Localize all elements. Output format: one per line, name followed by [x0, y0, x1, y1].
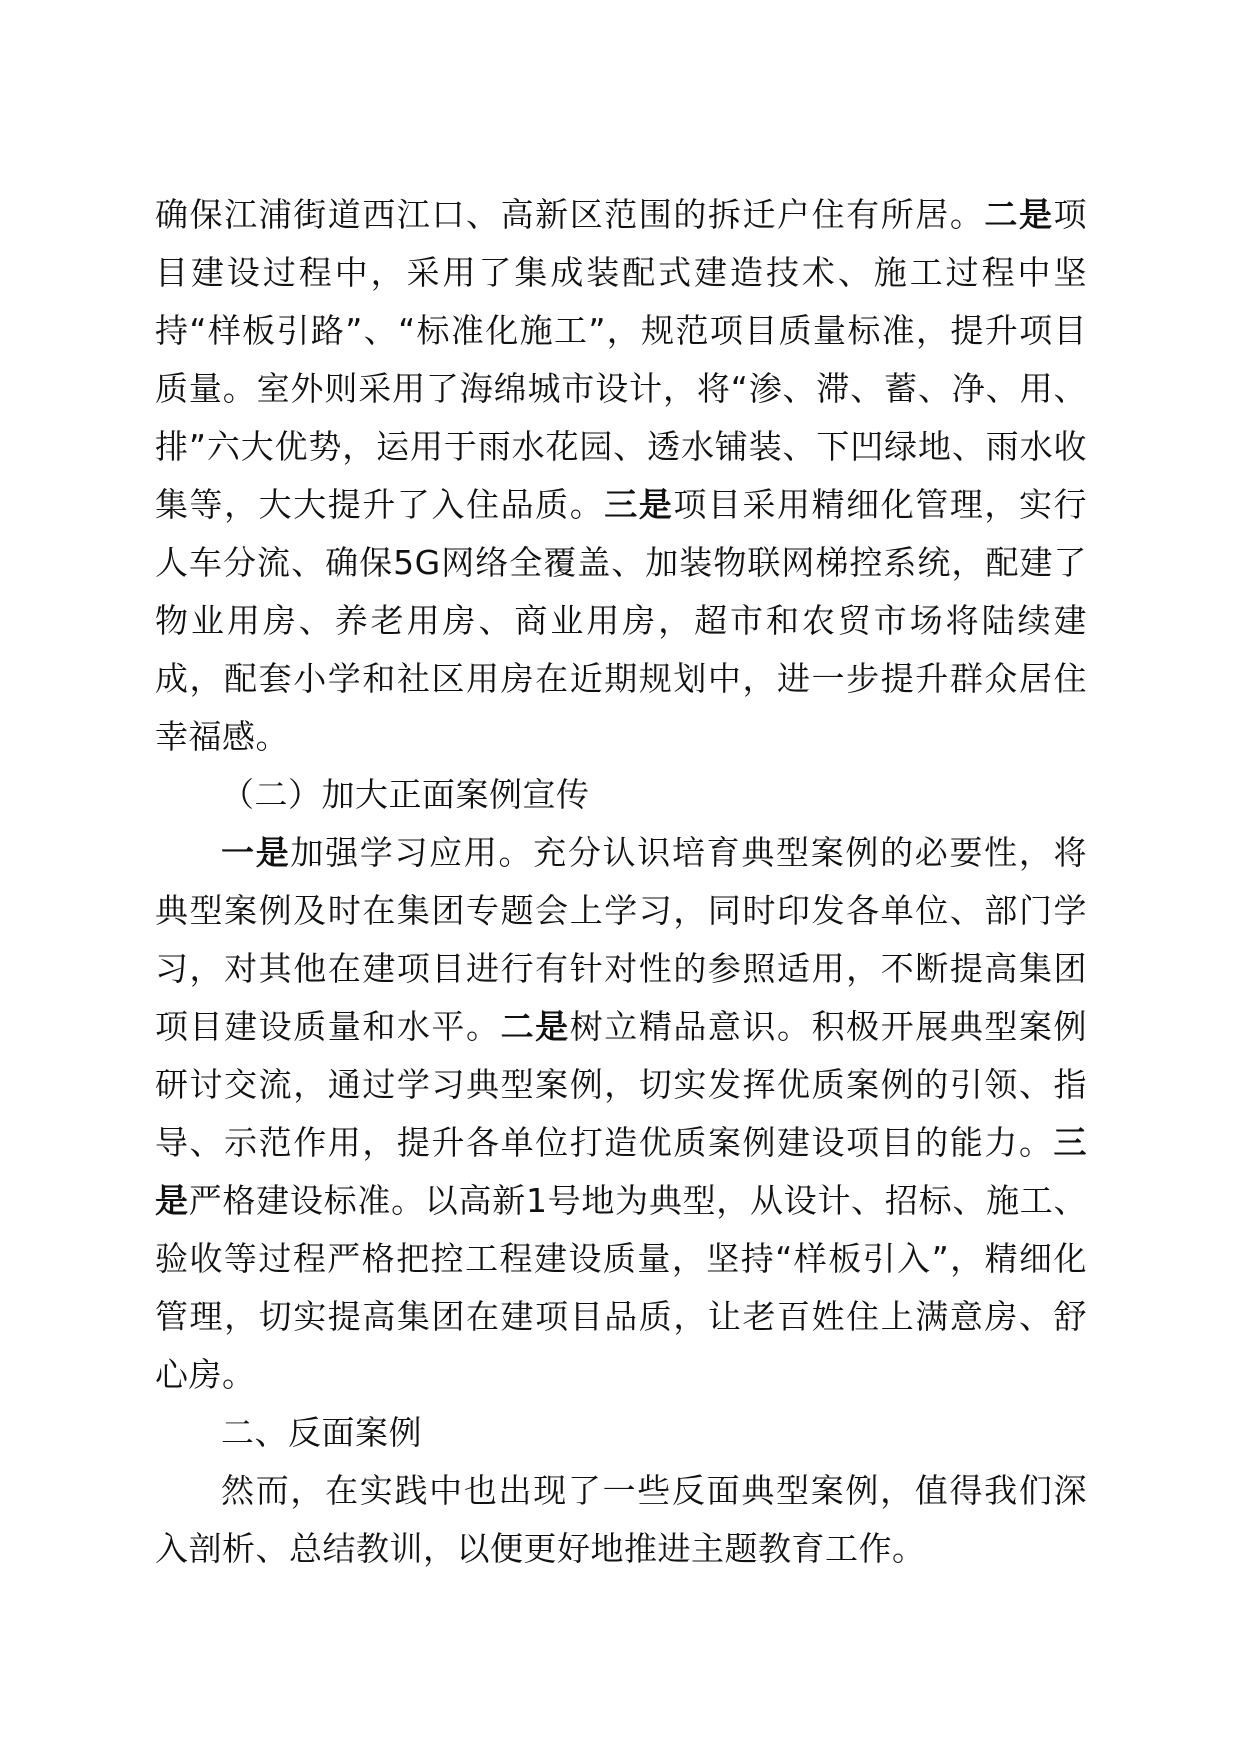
- paragraph-text: 项目采用精细化管理，实行人车分流、确保5G网络全覆盖、加装物联网梯控系统，配建了物业用房、养老用房、商业用房，超市和农贸市场将陆续建成，配套小学和社区用房在近期规划中，进一步提升群众居住幸福感。: [155, 485, 1088, 756]
- paragraph-text: 加强学习应用。充分认识培育典型案例的必要性，将典型案例及时在集团专题会上学习，同时印发各单位、部门学习，对其他在建项目进行有针对性的参照适用，不断提高集团项目建设质量和水平。: [155, 833, 1087, 1046]
- paragraph-text: 树立精品意识。积极开展典型案例研讨交流，通过学习典型案例，切实发挥优质案例的引领、指导、示范作用，提升各单位打造优质案例建设项目的能力。: [155, 1007, 1088, 1162]
- bold-lead-in: 三是: [155, 1123, 1087, 1220]
- bold-lead-in: 二是: [984, 195, 1054, 234]
- bold-lead-in: 二是: [500, 1007, 570, 1046]
- paragraph-project-quality: [155, 186, 1087, 766]
- paragraph-negative-intro: 然而，在实践中也出现了一些反面典型案例，值得我们深入剖析、总结教训，以便更好地推进主题教育工作。: [155, 1471, 1087, 1568]
- paragraph-text: 严格建设标准。以高新1号地为典型，从设计、招标、施工、验收等过程严格把控工程建设质量，坚持“样板引入”，精细化管理，切实提高集团在建项目品质，让老百姓住上满意房、舒心房。: [155, 1181, 1088, 1394]
- paragraph-text: 确保江浦街道西江口、高新区范围的拆迁户住有所居。: [155, 195, 985, 234]
- bold-lead-in: 三是: [604, 485, 674, 524]
- paragraph-text: 项目建设过程中，采用了集成装配式建造技术、施工过程中坚持“样板引路”、“标准化施工”，规范项目质量标准，提升项目质量。室外则采用了海绵城市设计，将“渗、滞、蓄、净、用、排”六大优势，运用于雨水花园、透水铺装、下凹绿地、雨水收集等，大大提升了入住品质。: [155, 195, 1088, 524]
- paragraph-publicity-measures: [155, 824, 1087, 1404]
- section-heading-positive-publicity: （二）加大正面案例宣传: [221, 775, 590, 814]
- bold-lead-in: 一是: [221, 833, 291, 872]
- section-heading-negative-cases: 二、反面案例: [221, 1413, 422, 1452]
- document-body: [155, 186, 1087, 1578]
